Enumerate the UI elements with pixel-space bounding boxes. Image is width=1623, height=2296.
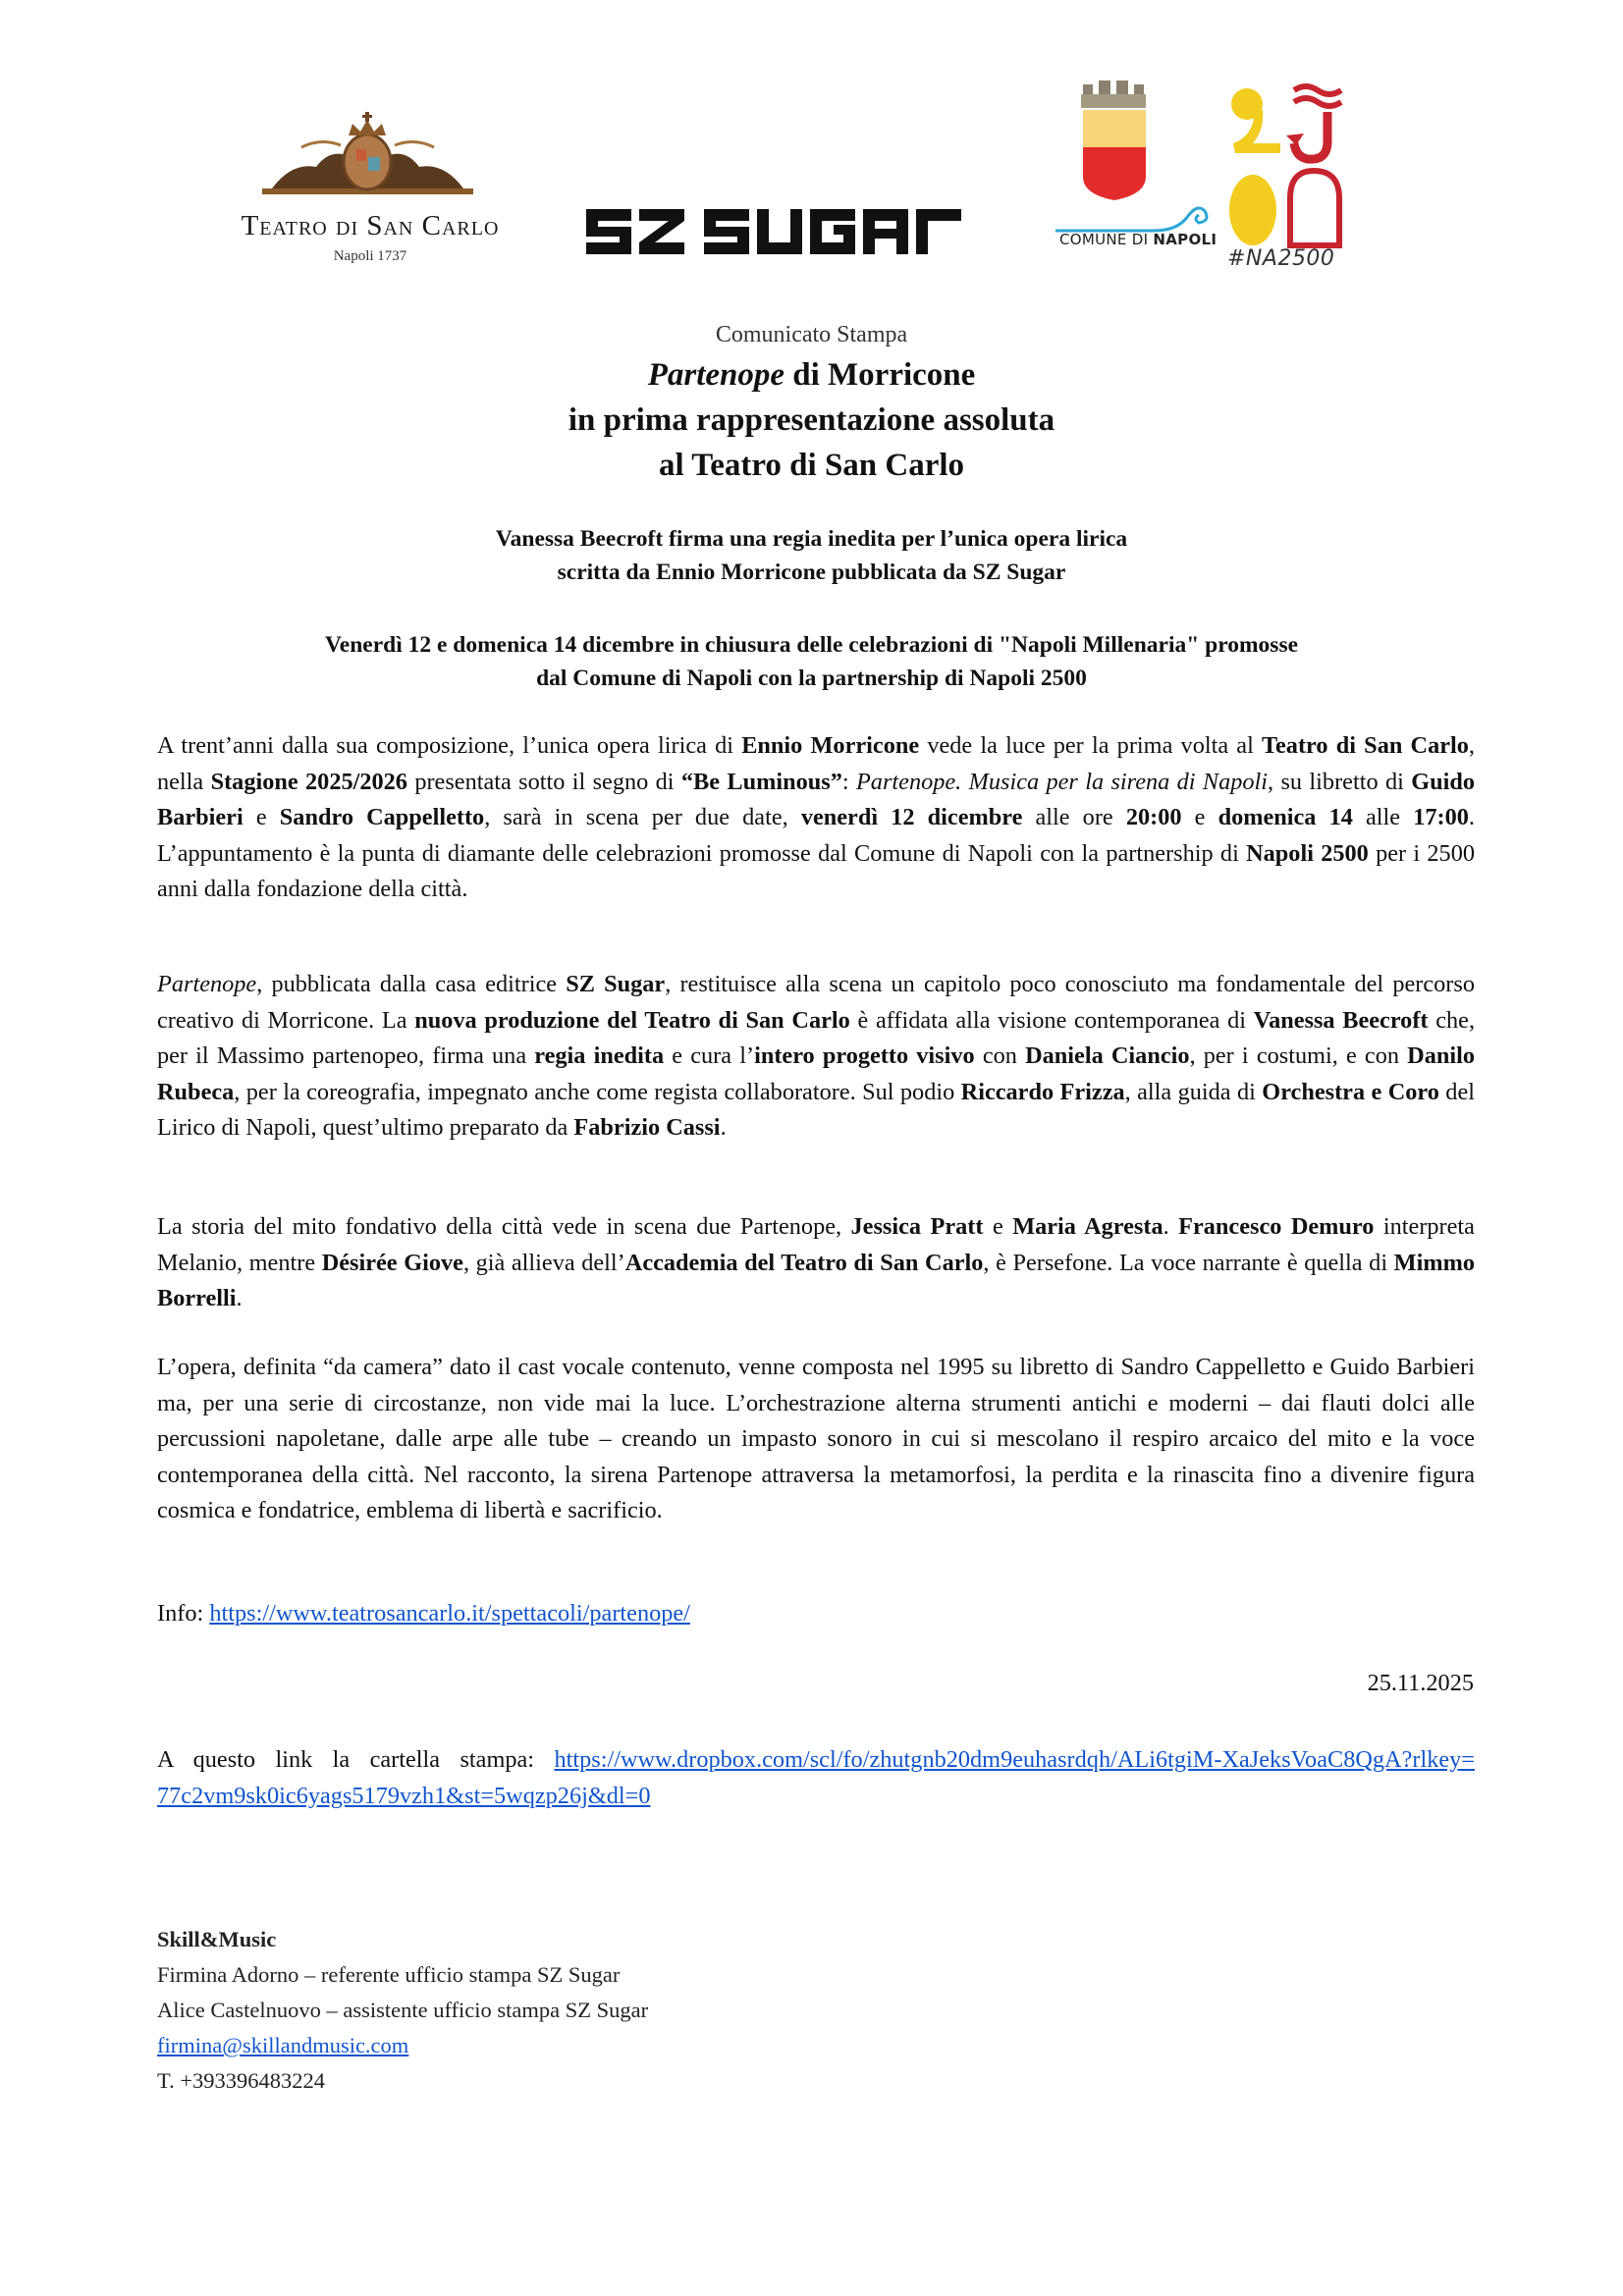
bold-run: Napoli 2500 xyxy=(1246,839,1369,867)
bold-run: Vanessa Beecroft xyxy=(1253,1006,1429,1034)
press-release-kicker: Comunicato Stampa xyxy=(715,322,908,347)
text-run: La storia del mito fondativo della città vede in scena due Partenope, xyxy=(157,1213,851,1240)
bold-run: Accademia del Teatro di San Carlo xyxy=(624,1249,984,1276)
contact-organization: Skill&Music xyxy=(157,1927,277,1951)
napoli-shield-icon xyxy=(1075,79,1154,206)
bold-run: nuova produzione del Teatro di San Carlo xyxy=(414,1006,850,1034)
text-run: e cura l’ xyxy=(664,1042,755,1069)
text-run: presentata sotto il segno di xyxy=(406,768,681,795)
text-run: interpreta Melanio, mentre xyxy=(157,1213,1475,1276)
text-run: e xyxy=(983,1213,1013,1240)
bold-run: Désirée Giove xyxy=(321,1249,463,1276)
subheading-dates-line-2: dal Comune di Napoli con la partnership di Napoli 2500 xyxy=(536,666,1087,691)
bold-run: domenica 14 xyxy=(1217,804,1353,830)
contact-phone: T. +393396483224 xyxy=(157,2068,326,2093)
bold-run: Danilo Rubeca xyxy=(157,1042,1476,1105)
italic-run: Partenope. Musica per la sirena di Napoli xyxy=(855,768,1269,795)
subheading-director xyxy=(147,522,1476,589)
text-run: , restituisce alla scena un capitolo poco conosciuto ma fondamentale del percorso creativo di Morricone. La xyxy=(157,971,1475,1034)
paragraph-intro xyxy=(157,728,1475,908)
comune-label-light: COMUNE DI xyxy=(1059,231,1154,248)
text-run: . xyxy=(1163,1213,1179,1240)
comune-di-napoli-logo xyxy=(1055,79,1217,255)
na2500-mark-icon xyxy=(1225,82,1353,249)
info-link[interactable]: https://www.teatrosancarlo.it/spettacoli/partenope/ xyxy=(209,1600,690,1627)
title-line-1 xyxy=(147,353,1476,397)
bold-run: Maria Agresta xyxy=(1012,1213,1163,1240)
teatro-san-carlo-logo xyxy=(208,108,532,275)
text-run: alle ore xyxy=(1022,804,1126,830)
italic-run: Partenope xyxy=(157,971,257,997)
text-run: L’opera, definita “da camera” dato il cast vocale contenuto, venne composta nel 1995 su libretto di Sandro Cappelletto e Guido Barbieri ma, per una serie di circostanze, non vide mai la luce. L’orchestrazione alterna strumenti antichi e moderni – dai flauti dolci alle percussioni napoletane, dalle arpe alle tube – creando un impasto sonoro in cui si mescolano il respiro arcaico del mito e la voce contemporanea della città. Nel racconto, la sirena Partenope attraversa la metamorfosi, la perdita e la rinascita fino a divenire figura cosmica e fondatrice, emblema di libertà e sacrificio. xyxy=(157,1354,1475,1523)
press-kit-label: A questo link la cartella stampa: xyxy=(157,1746,555,1773)
bold-run: Ennio Morricone xyxy=(741,732,920,759)
press-kit-line xyxy=(157,1742,1475,1814)
subheading-director-line-1: Vanessa Beecroft firma una regia inedita per l’unica opera lirica xyxy=(495,526,1128,552)
comune-label xyxy=(1059,231,1217,248)
title-line-3: al Teatro di San Carlo xyxy=(658,448,965,483)
text-run: è affidata alla visione contemporanea di xyxy=(849,1006,1254,1034)
text-run: , già allieva dell’ xyxy=(462,1249,625,1276)
bold-run: Jessica Pratt xyxy=(850,1213,984,1240)
text-run: vede la luce per la prima volta al xyxy=(919,732,1263,759)
text-run: per i 2500 anni dalla fondazione della città. xyxy=(157,839,1476,902)
text-run: . L’appuntamento è la punta di diamante delle celebrazioni promosse dal Comune di Napoli con la partnership di xyxy=(157,804,1475,867)
teatro-logo-name: Teatro di San Carlo xyxy=(241,210,500,241)
bold-run: Sandro Cappelletto xyxy=(279,804,485,830)
bold-run: Daniela Ciancio xyxy=(1025,1042,1190,1069)
title-rest: di Morricone xyxy=(784,357,976,393)
napoli-2500-logo xyxy=(1225,82,1353,279)
press-kit-link[interactable]: https://www.dropbox.com/scl/fo/zhutgnb20dm9euhasrdqh/ALi6tgiM-XaJeksVoaC8QgA?rlkey=77c2vm9sk0ic6yags5179vzh1&st=5wqzp26j&dl=0 xyxy=(157,1746,1475,1809)
title-italic: Partenope xyxy=(647,357,785,393)
bold-run: regia inedita xyxy=(534,1042,665,1069)
bold-run: Orchestra e Coro xyxy=(1262,1078,1439,1105)
subheading-dates xyxy=(147,628,1476,695)
title-line-2: in prima rappresentazione assoluta xyxy=(568,402,1055,438)
bold-run: Guido Barbieri xyxy=(157,768,1476,830)
teatro-logo-subtitle: Napoli 1737 xyxy=(333,248,407,264)
bold-run: Teatro di San Carlo xyxy=(1262,732,1469,759)
bold-run: 17:00 xyxy=(1413,804,1469,830)
subheading-dates-line-1: Venerdì 12 e domenica 14 dicembre in chiusura delle celebrazioni di "Napoli Millenaria" promosse xyxy=(324,632,1299,658)
info-label: Info: xyxy=(157,1600,210,1627)
bold-run: “Be Luminous” xyxy=(680,768,842,795)
comune-label-bold: NAPOLI xyxy=(1153,231,1217,248)
contact-person-2: Alice Castelnuovo – assistente ufficio stampa SZ Sugar xyxy=(157,1998,649,2022)
bold-run: intero progetto visivo xyxy=(754,1042,975,1069)
text-run: , è Persefone. La voce narrante è quella di xyxy=(983,1249,1394,1276)
text-run: che, per il Massimo partenopeo, firma una xyxy=(157,1006,1476,1069)
bold-run: Mimmo Borrelli xyxy=(157,1249,1475,1311)
contact-email-link[interactable]: firmina@skillandmusic.com xyxy=(157,2033,409,2057)
text-run: , per i costumi, e con xyxy=(1189,1042,1408,1069)
release-date: 25.11.2025 xyxy=(1367,1670,1474,1696)
text-run: : xyxy=(841,768,856,795)
bold-run: Francesco Demuro xyxy=(1178,1213,1375,1240)
bold-run: 20:00 xyxy=(1125,804,1182,830)
contact-person-1: Firmina Adorno – referente ufficio stampa SZ Sugar xyxy=(157,1962,621,1987)
info-line xyxy=(157,1600,690,1628)
text-run: A trent’anni dalla sua composizione, l’unica opera lirica di xyxy=(157,732,742,759)
bold-run: Riccardo Frizza xyxy=(960,1078,1125,1105)
text-run: , sarà in scena per due date, xyxy=(484,804,801,830)
text-run: , per la coreografia, impegnato anche come regista collaboratore. Sul podio xyxy=(234,1078,961,1105)
royal-crest-icon xyxy=(262,108,473,196)
text-run: con xyxy=(974,1042,1026,1069)
text-run: . xyxy=(236,1285,243,1311)
bold-run: Fabrizio Cassi xyxy=(573,1114,721,1141)
bold-run: venerdì 12 dicembre xyxy=(800,804,1023,830)
sz-sugar-wordmark-icon xyxy=(586,201,999,260)
text-run: del Lirico di Napoli, quest’ultimo preparato da xyxy=(157,1078,1475,1141)
text-run: . xyxy=(720,1114,727,1141)
text-run: alle xyxy=(1352,804,1414,830)
paragraph-production xyxy=(157,967,1475,1147)
paragraph-history xyxy=(157,1350,1475,1529)
paragraph-cast xyxy=(157,1209,1475,1317)
sz-sugar-logo xyxy=(586,201,999,260)
na2500-hashtag: #NA2500 xyxy=(1227,246,1335,271)
text-run: , nella xyxy=(157,732,1475,795)
bold-run: SZ Sugar xyxy=(566,971,666,997)
text-run: , su libretto di xyxy=(1268,768,1412,795)
text-run: e xyxy=(243,804,280,830)
text-run: , pubblicata dalla casa editrice xyxy=(256,971,567,997)
subheading-director-line-2: scritta da Ennio Morricone pubblicata da SZ Sugar xyxy=(557,560,1066,585)
bold-run: Stagione 2025/2026 xyxy=(210,768,407,795)
text-run: e xyxy=(1181,804,1218,830)
press-contacts xyxy=(157,1922,648,2099)
text-run: , alla guida di xyxy=(1124,1078,1263,1105)
